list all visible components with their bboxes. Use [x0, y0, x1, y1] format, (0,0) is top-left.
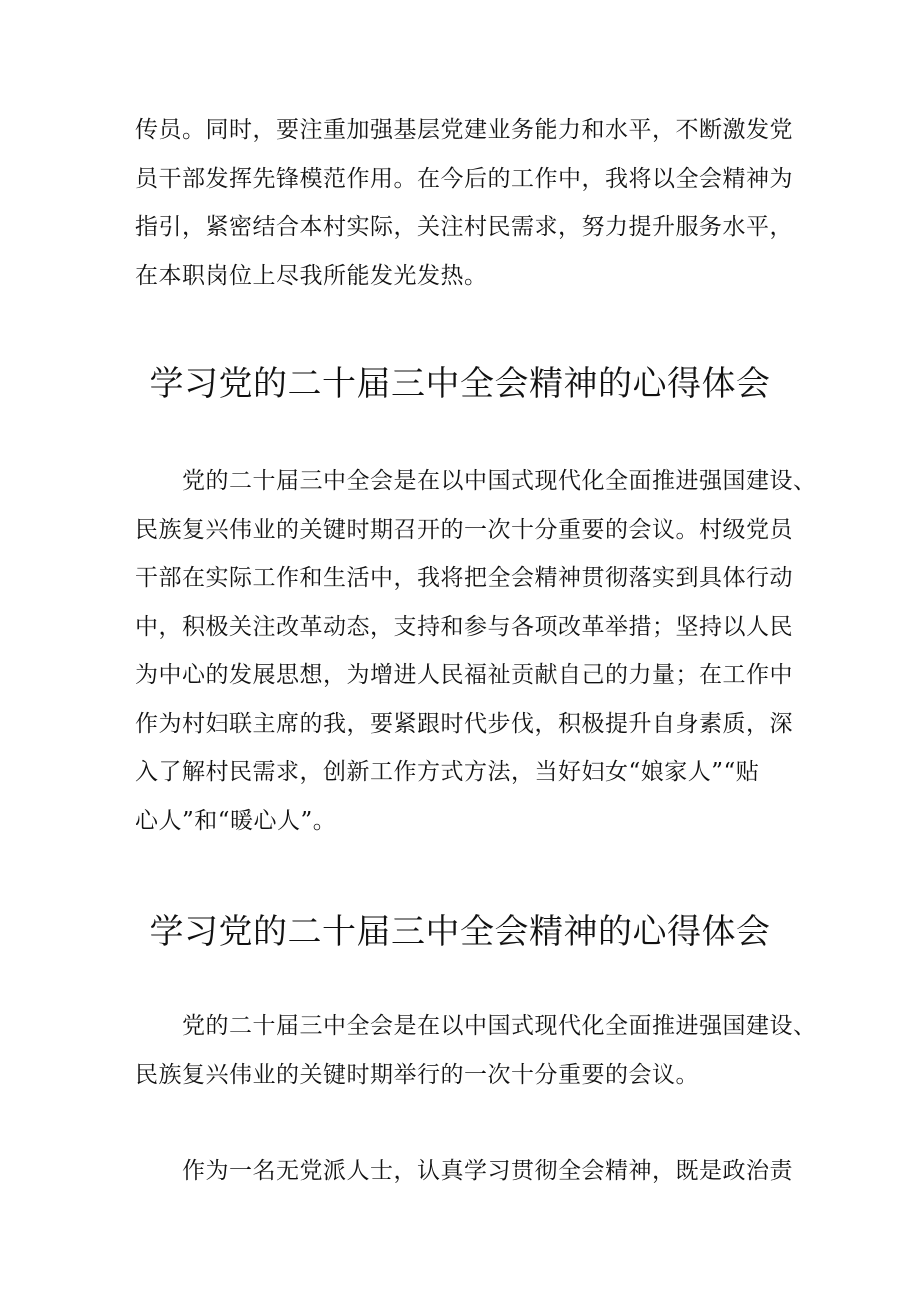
paragraph-continuation [135, 106, 795, 300]
paragraph-3 [135, 1147, 795, 1196]
text-line: 作为一名无党派人士，认真学习贯彻全会精神，既是政治责 [182, 1158, 793, 1184]
text-line: 中，积极关注改革动态，支持和参与各项改革举措；坚持以人民 [135, 613, 793, 640]
text-line: 为中心的发展思想，为增进人民福祉贡献自己的力量；在工作中 [135, 662, 793, 688]
paragraph-2 [135, 1002, 817, 1099]
text-line: 党的二十届三中全会是在以中国式现代化全面推进强国建设、 [182, 468, 817, 494]
text-line: 指引，紧密结合本村实际，关注村民需求，努力提升服务水平， [135, 214, 793, 240]
paragraph-1 [135, 457, 817, 845]
text-line: 员干部发挥先锋模范作用。在今后的工作中，我将以全会精神为 [135, 165, 793, 192]
text-line: 党的二十届三中全会是在以中国式现代化全面推进强国建设、 [182, 1013, 817, 1039]
text-line: 民族复兴伟业的关键时期举行的一次十分重要的会议。 [135, 1061, 699, 1088]
text-line: 心人”和“暖心人”。 [135, 807, 337, 834]
section-heading-1: 学习党的二十届三中全会精神的心得体会 [149, 364, 771, 404]
text-line: 作为村妇联主席的我，要紧跟时代步伐，积极提升自身素质，深 [135, 710, 793, 737]
text-line: 在本职岗位上尽我所能发光发热。 [135, 262, 488, 289]
text-line: 传员。同时，要注重加强基层党建业务能力和水平，不断激发党 [135, 117, 793, 143]
text-line: 民族复兴伟业的关键时期召开的一次十分重要的会议。村级党员 [135, 516, 793, 543]
text-line: 干部在实际工作和生活中，我将把全会精神贯彻落实到具体行动 [135, 565, 793, 591]
text-line: 入了解村民需求，创新工作方式方法，当好妇女“娘家人”“贴 [135, 759, 760, 785]
section-heading-2: 学习党的二十届三中全会精神的心得体会 [149, 912, 771, 952]
